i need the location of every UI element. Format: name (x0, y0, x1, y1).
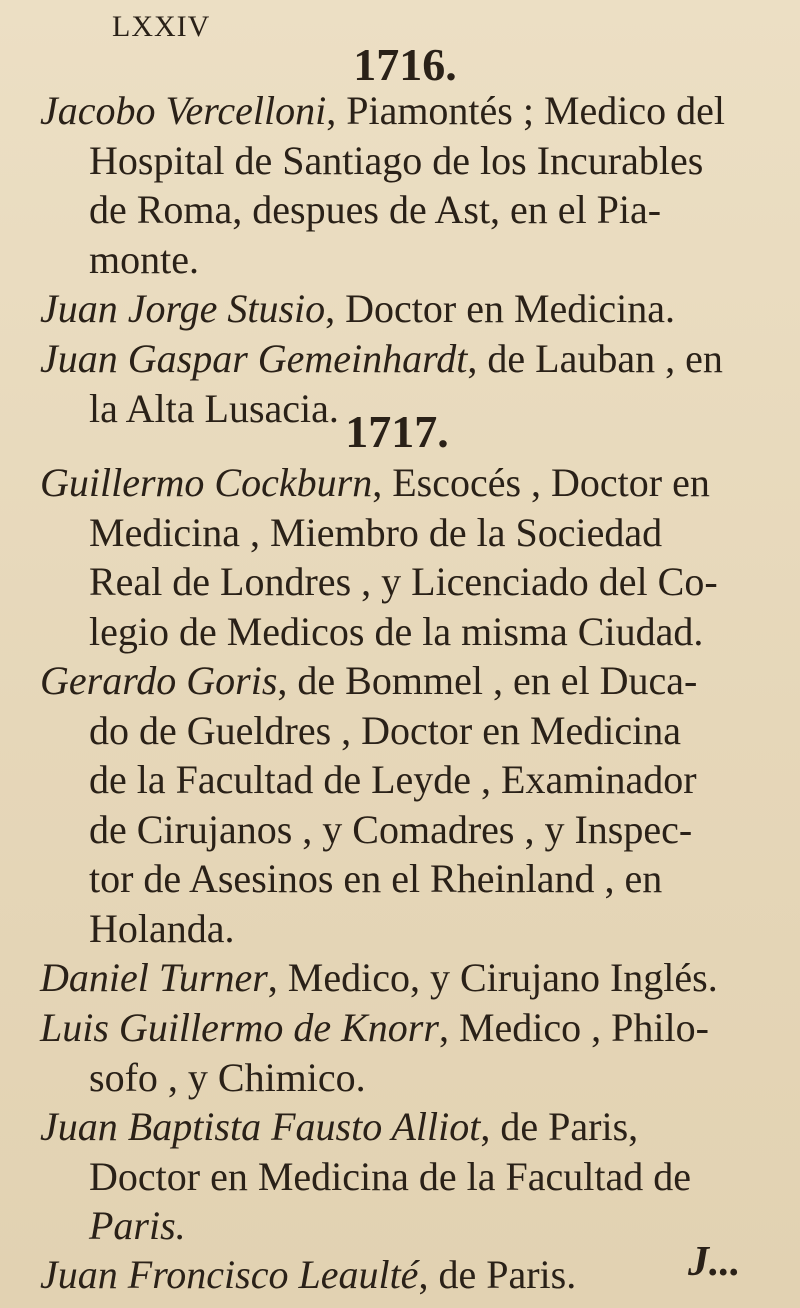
entry-stusio (40, 284, 780, 334)
entry-knorr (40, 1003, 780, 1102)
entry-name: Juan Jorge Stusio (40, 286, 326, 331)
entry-text: , Doctor en Medicina. (325, 286, 676, 331)
entry-text: de Roma, despues de Ast, en el Pia- (89, 187, 662, 232)
catchword: J... (688, 1239, 741, 1285)
entry-text: Doctor en Medicina de la Facultad de (89, 1153, 691, 1199)
entry-text: Holanda. (89, 905, 235, 951)
entry-text: monte. (89, 236, 199, 282)
entry-name: Guillermo Cockburn (40, 460, 373, 505)
entry-text: , de Bommel , en el Duca- (277, 658, 698, 703)
entry-text: de la Facultad de Leyde , Examinador (89, 757, 697, 802)
entry-text: do de Gueldres , Doctor en Medicina (89, 707, 682, 753)
entry-text: , de Paris, (480, 1104, 639, 1149)
entry-text: Hospital de Santiago de los Incurables (89, 137, 704, 183)
entry-vercelloni (40, 86, 780, 284)
entry-text: sofo , y Chimico. (89, 1054, 366, 1100)
year-heading-1717: 1717. (345, 406, 449, 457)
entry-name: Juan Baptista Fausto Alliot (40, 1104, 481, 1149)
entry-text: Medicina , Miembro de la Sociedad (89, 509, 663, 555)
entry-text: , Escocés , Doctor en (372, 460, 710, 505)
entry-leaulte (40, 1250, 780, 1300)
entry-text: legio de Medicos de la misma Ciudad. (89, 608, 704, 654)
entry-text: , de Lauban , en (467, 336, 723, 381)
entry-name: Luis Guillermo de Knorr (40, 1005, 439, 1050)
entry-text: tor de Asesinos en el Rheinland , en (89, 856, 663, 901)
entry-name: Daniel Turner (40, 955, 268, 1000)
entry-text: Paris. (89, 1203, 186, 1248)
entry-text: , de Paris. (418, 1252, 577, 1297)
entry-text: , Piamontés ; Medico del (326, 88, 726, 133)
entry-name: Jacobo Vercelloni (40, 88, 327, 133)
entry-text: Real de Londres , y Licenciado del Co- (89, 559, 718, 604)
entry-text: de Cirujanos , y Comadres , y Inspec- (89, 806, 693, 852)
year-heading-1716: 1716. (353, 39, 457, 90)
entry-turner (40, 953, 780, 1003)
entry-name: Gerardo Goris (40, 658, 278, 703)
entry-text: la Alta Lusacia. (89, 385, 339, 431)
entry-name: Juan Gaspar Gemeinhardt (40, 336, 468, 381)
page-number: LXXIV (112, 10, 211, 43)
entry-alliot (40, 1102, 780, 1251)
entry-text: , Medico, y Cirujano Inglés. (267, 955, 718, 1000)
entry-goris (40, 656, 780, 953)
entry-name: Juan Froncisco Leaulté (40, 1252, 419, 1297)
entry-cockburn (40, 458, 780, 656)
entry-text: , Medico , Philo- (438, 1005, 709, 1050)
